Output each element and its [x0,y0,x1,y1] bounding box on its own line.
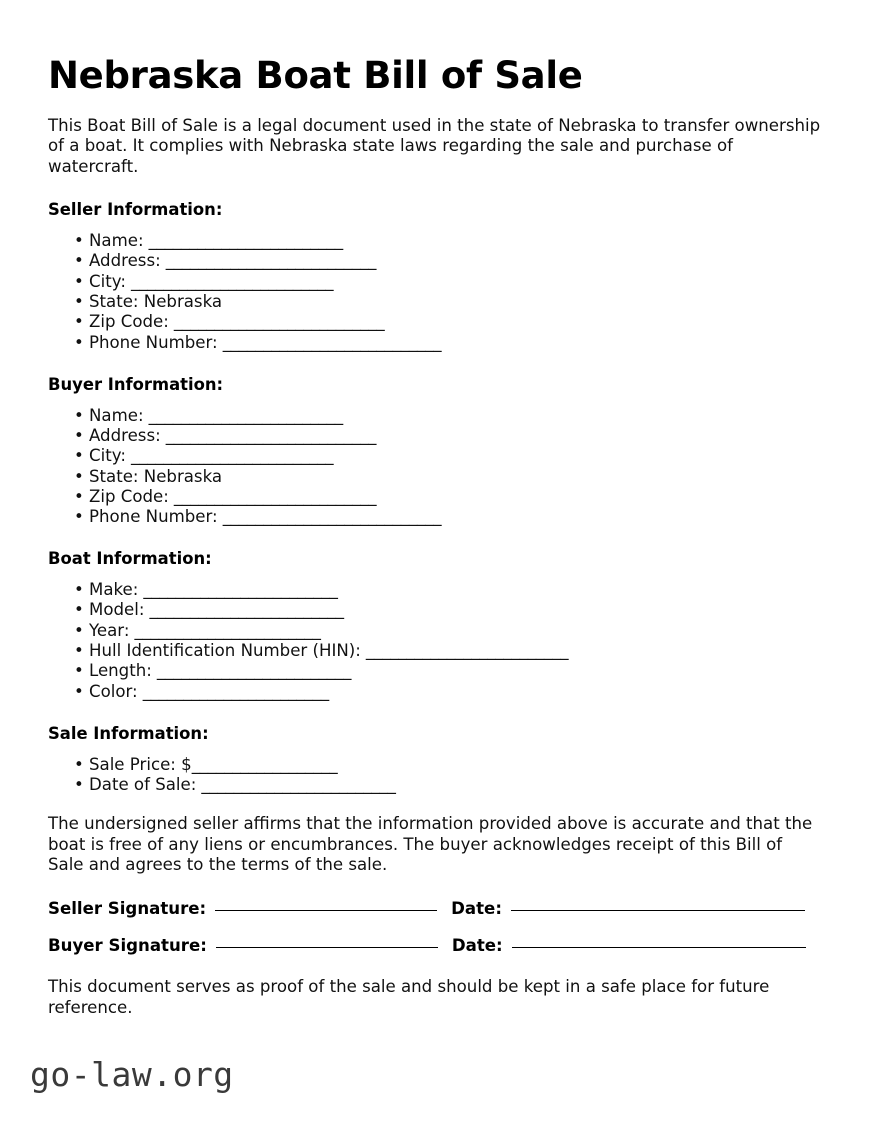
field-blank: _________________________ [360,640,569,660]
field-label: Model: [89,600,145,620]
field-blank: _________________________ [125,271,334,291]
field-boat-model[interactable] [48,600,822,620]
seller-signature-row [48,899,822,920]
buyer-date-label: Date: [451,935,503,955]
field-label: Color: [89,681,138,701]
field-blank: __________________ [191,754,338,774]
field-label: Phone Number: [89,332,218,352]
page-title: Nebraska Boat Bill of Sale [48,54,583,97]
field-boat-make[interactable] [48,580,822,600]
seller-field-list [48,220,822,353]
field-blank: __________________________ [160,251,377,271]
field-blank: _________________________ [168,486,377,506]
field-label: City: [89,271,126,291]
field-blank: ________________________ [151,661,352,681]
section-heading-boat: Boat Information: [48,549,212,569]
site-watermark: go-law.org [30,1055,234,1094]
field-boat-year[interactable] [48,621,822,641]
field-blank: ________________________ [138,580,338,600]
field-blank: __________________________ [168,312,385,332]
field-seller-name[interactable] [48,231,822,251]
field-label: Make: [89,580,139,600]
field-label: State: Nebraska [89,292,223,312]
section-heading-seller: Seller Information: [48,200,223,220]
field-buyer-state [48,467,822,487]
closing-paragraph: This document serves as proof of the sale and should be kept in a safe place for future reference. [48,977,770,1017]
field-blank: __________________________ [160,425,377,445]
field-label: Address: [89,251,161,271]
field-label: Zip Code: [89,312,169,332]
field-blank: _______________________ [137,681,329,701]
field-boat-color[interactable] [48,682,822,702]
section-heading-buyer: Buyer Information: [48,374,224,394]
field-boat-hin[interactable] [48,641,822,661]
field-blank: _________________________ [125,446,334,466]
field-blank: _______________________ [129,620,321,640]
field-label: Phone Number: [89,507,218,527]
field-buyer-phone[interactable] [48,507,822,527]
field-label: Zip Code: [89,486,169,506]
seller-signature-line[interactable] [215,910,437,911]
field-buyer-name[interactable] [48,406,822,426]
boat-field-list [48,569,822,702]
field-label: State: Nebraska [89,466,223,486]
field-buyer-zip[interactable] [48,487,822,507]
field-seller-address[interactable] [48,251,822,271]
field-label: Name: [89,231,144,251]
buyer-date-line[interactable] [512,947,806,948]
buyer-signature-label: Buyer Signature: [48,935,207,955]
field-label: Name: [89,405,144,425]
affirmation-paragraph: The undersigned seller affirms that the information provided above is accurate and that the boat is free of any liens or encumbrances. The buyer acknowledges receipt of this Bill of Sale and agrees to the terms of the sale. [48,814,813,875]
field-sale-date[interactable] [48,775,822,795]
section-heading-sale: Sale Information: [48,723,209,743]
seller-signature-label: Seller Signature: [48,898,207,918]
field-seller-state [48,292,822,312]
intro-paragraph: This Boat Bill of Sale is a legal document used in the state of Nebraska to transfer ownership of a boat. It complies with Nebraska state laws regarding the sale and purchase of watercraft. [48,115,821,176]
field-label: Hull Identification Number (HIN): [89,640,361,660]
signature-block [48,876,822,956]
field-blank: ________________________ [143,405,343,425]
field-buyer-address[interactable] [48,426,822,446]
field-label: Length: [89,661,152,681]
field-blank: ________________________ [143,231,343,251]
field-sale-price[interactable] [48,755,822,775]
field-seller-city[interactable] [48,272,822,292]
field-label: City: [89,446,126,466]
field-boat-length[interactable] [48,661,822,681]
field-label: Year: [89,620,130,640]
field-seller-zip[interactable] [48,312,822,332]
seller-date-line[interactable] [511,910,805,911]
field-blank: ___________________________ [217,507,442,527]
field-label: Sale Price: $ [89,754,192,774]
field-blank: ___________________________ [217,332,442,352]
buyer-field-list [48,395,822,528]
document-content [48,0,822,1018]
field-label: Date of Sale: [89,774,197,794]
buyer-signature-line[interactable] [216,947,438,948]
seller-date-label: Date: [451,898,502,918]
field-blank: ________________________ [196,774,396,794]
field-blank: ________________________ [144,600,344,620]
field-seller-phone[interactable] [48,333,822,353]
buyer-signature-row [48,920,822,957]
sale-field-list [48,744,822,796]
field-label: Address: [89,425,161,445]
field-buyer-city[interactable] [48,446,822,466]
